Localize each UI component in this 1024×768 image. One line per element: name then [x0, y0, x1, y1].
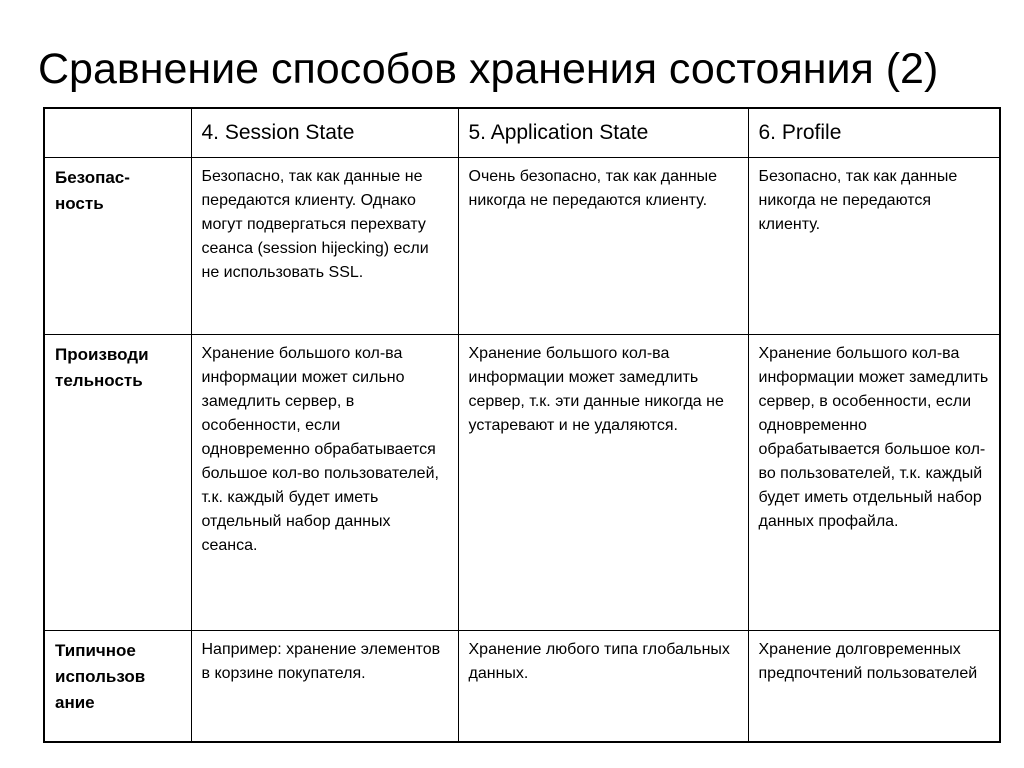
table-row-security	[44, 158, 1000, 335]
header-cell-profile: 6. Profile	[748, 108, 1000, 158]
cell-security-profile: Безопасно, так как данные никогда не передаются клиенту.	[748, 158, 1000, 335]
cell-security-application: Очень безопасно, так как данные никогда не передаются клиенту.	[458, 158, 748, 335]
cell-typical-use-application: Хранение любого типа глобальных данных.	[458, 631, 748, 743]
row-label-performance: Производи тельность	[44, 335, 191, 631]
row-label-typical-use: Типичное использов ание	[44, 631, 191, 743]
cell-performance-profile: Хранение большого кол-ва информации может замедлить сервер, в особенности, если одновременно обрабатывается большое кол-во пользователей, т.к. каждый будет иметь отдельный набор данных профайла.	[748, 335, 1000, 631]
cell-performance-application: Хранение большого кол-ва информации может замедлить сервер, т.к. эти данные никогда не устаревают и не удаляются.	[458, 335, 748, 631]
cell-typical-use-profile: Хранение долговременных предпочтений пользователей	[748, 631, 1000, 743]
comparison-table	[43, 107, 1001, 743]
header-cell-session-state: 4. Session State	[191, 108, 458, 158]
table-row-typical-use	[44, 631, 1000, 743]
slide-title: Сравнение способов хранения состояния (2)	[38, 45, 939, 93]
header-cell-empty	[44, 108, 191, 158]
table-header-row	[44, 108, 1000, 158]
header-cell-application-state: 5. Application State	[458, 108, 748, 158]
cell-performance-session: Хранение большого кол-ва информации может сильно замедлить сервер, в особенности, если одновременно обрабатывается большое кол-во пользователей, т.к. каждый будет иметь отдельный набор данных сеанса.	[191, 335, 458, 631]
cell-typical-use-session: Например: хранение элементов в корзине покупателя.	[191, 631, 458, 743]
row-label-security: Безопас- ность	[44, 158, 191, 335]
cell-security-session: Безопасно, так как данные не передаются клиенту. Однако могут подвергаться перехвату сеанса (session hijecking) если не использовать SSL.	[191, 158, 458, 335]
table-row-performance	[44, 335, 1000, 631]
